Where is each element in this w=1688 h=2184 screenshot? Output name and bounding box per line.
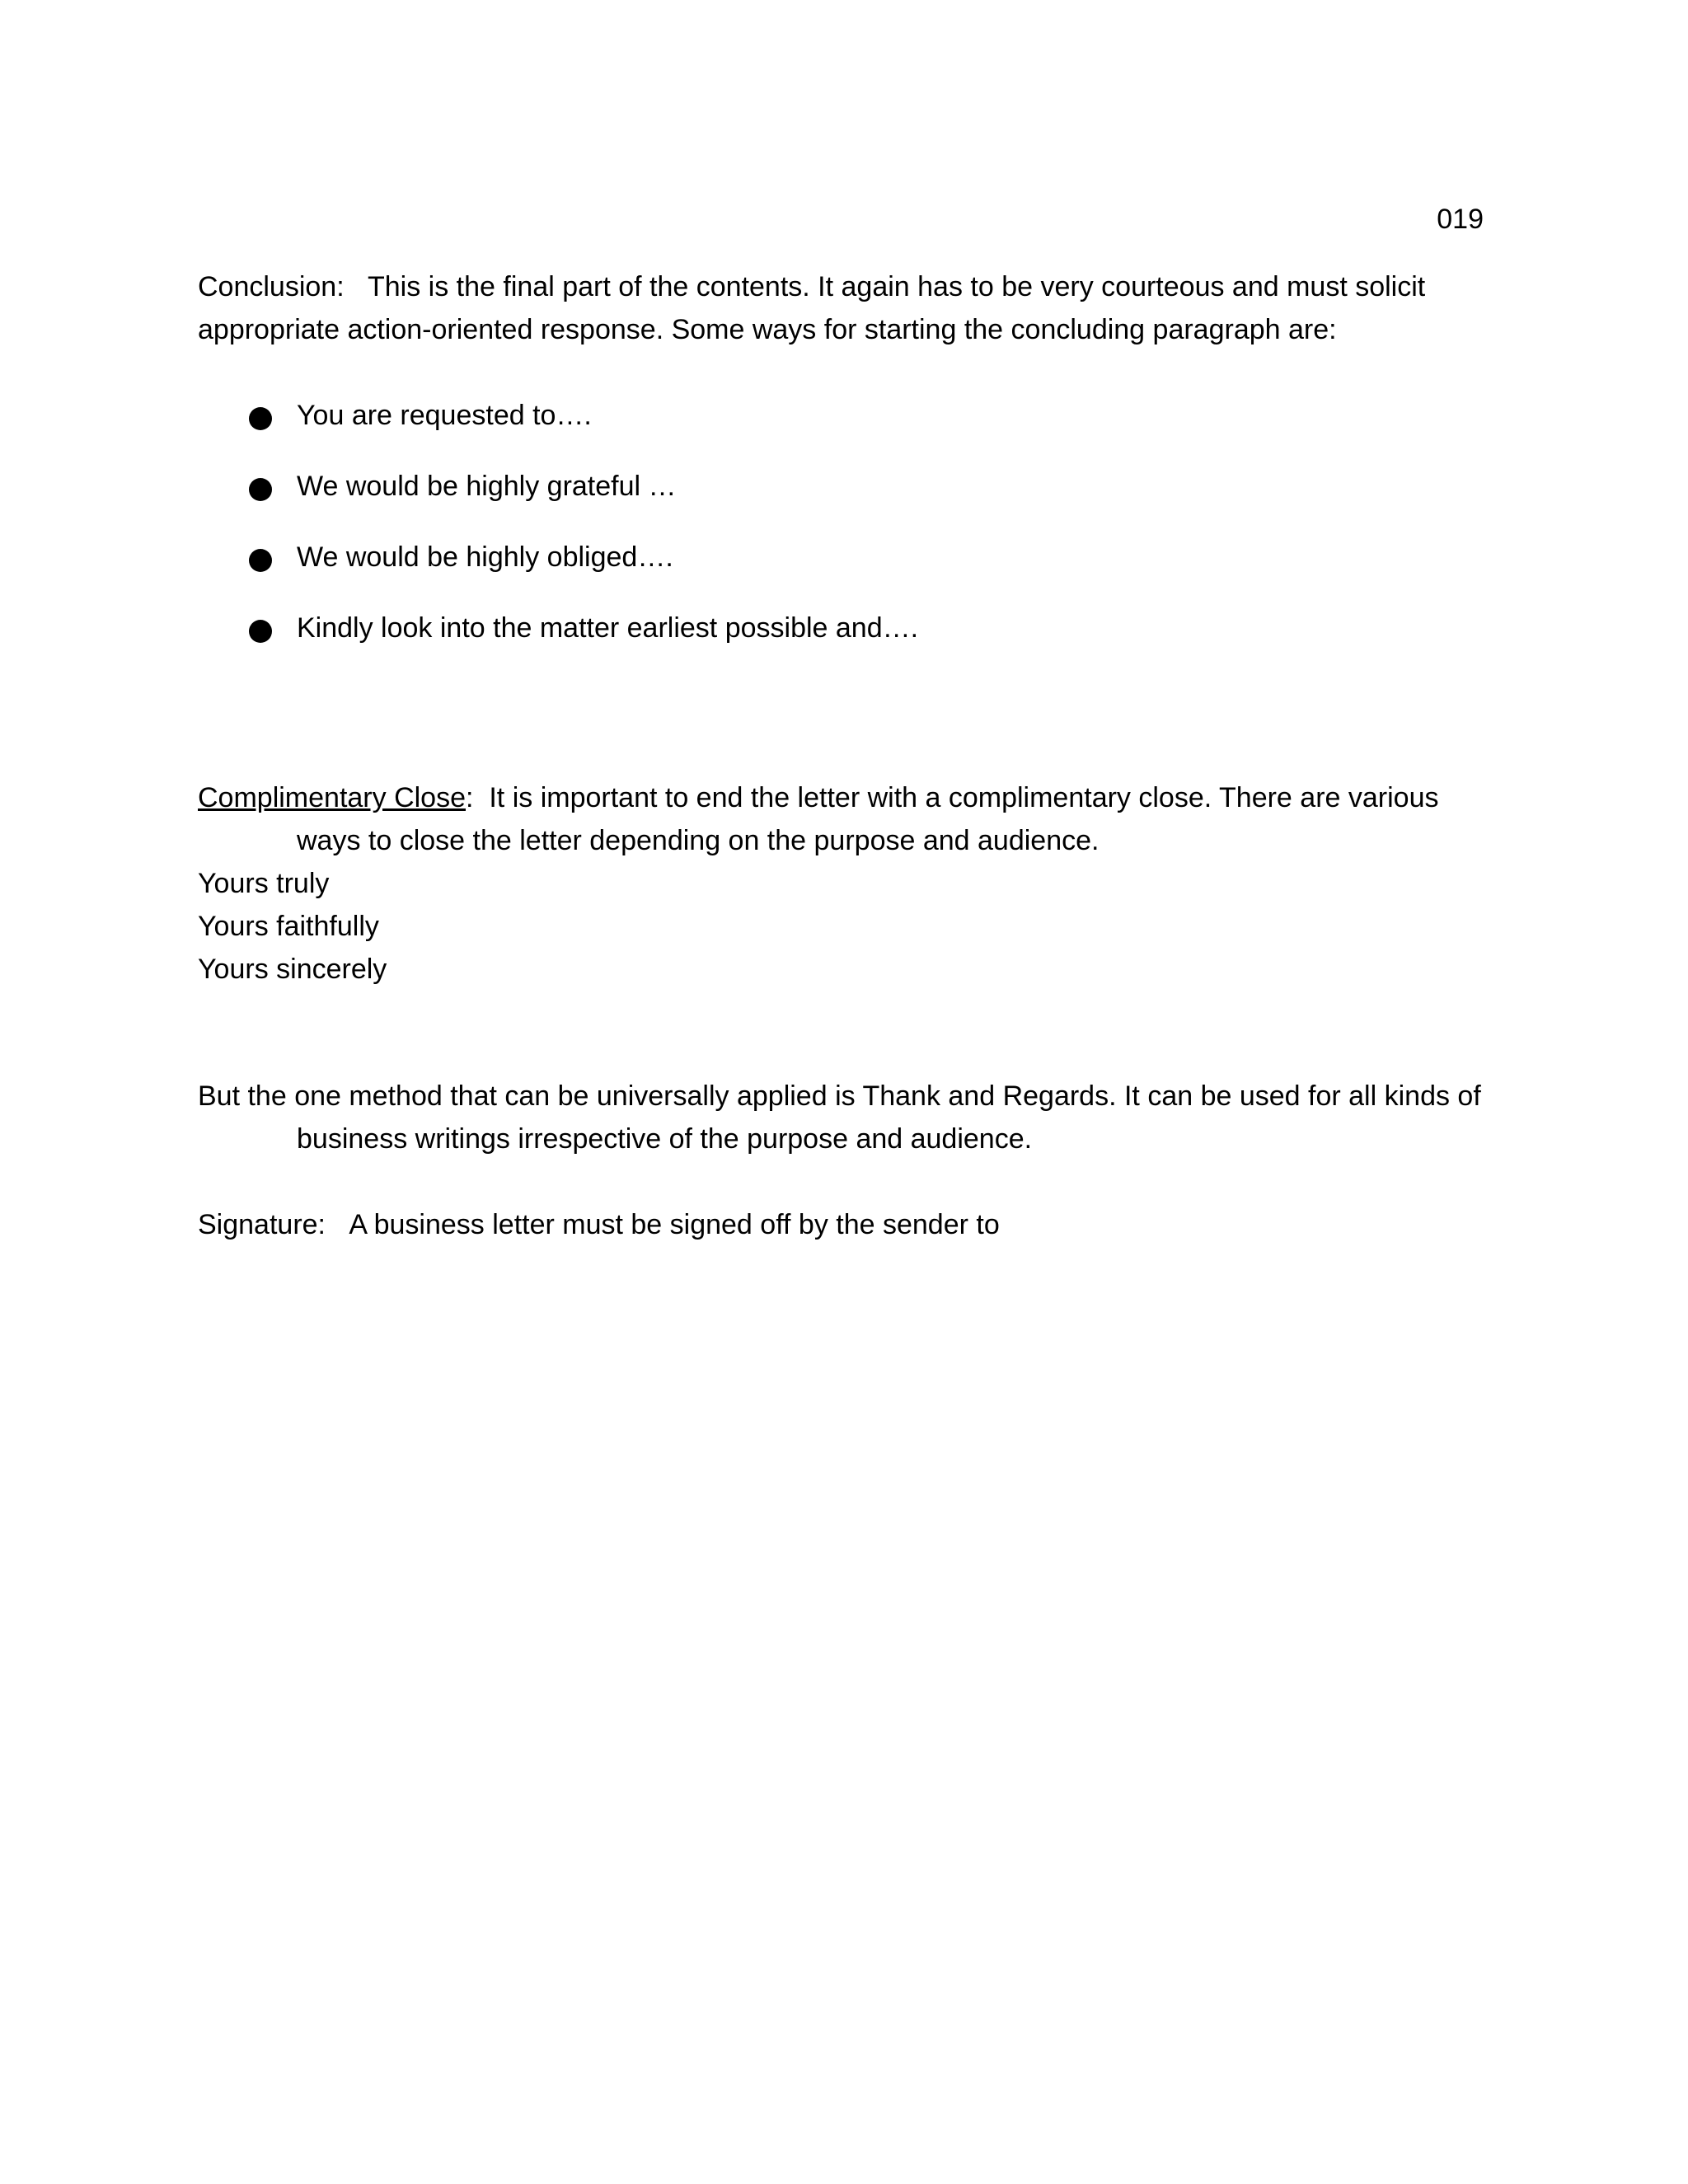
signature-text: A business letter must be signed off by the sender to	[349, 1209, 1000, 1240]
complimentary-close-options	[198, 862, 1484, 991]
page-number: 019	[1437, 204, 1484, 235]
conclusion-text: This is the final part of the contents. It again has to be very courteous and must solicit appropriate action-oriented response. Some ways for starting the concluding paragraph are:	[198, 271, 1426, 345]
conclusion-label: Conclusion:	[198, 271, 345, 302]
list-item	[198, 607, 1484, 649]
close-option: Yours faithfully	[198, 911, 379, 942]
list-item-text: You are requested to….	[297, 400, 592, 431]
list-item-text: We would be highly obliged….	[297, 541, 673, 573]
signature-label: Signature:	[198, 1209, 326, 1240]
universal-note-paragraph: But the one method that can be universally applied is Thank and Regards. It can be used for all kinds of business writings irrespective of the purpose and audience.	[198, 1080, 1481, 1155]
close-option: Yours truly	[198, 868, 330, 899]
signature-paragraph	[198, 1203, 1484, 1246]
bullet-icon	[249, 549, 272, 572]
bullet-icon	[249, 407, 272, 430]
spacer	[198, 991, 1484, 1075]
complimentary-close-colon: :	[466, 782, 474, 813]
complimentary-close-paragraph	[198, 776, 1484, 862]
spacer	[198, 1160, 1484, 1203]
concluding-phrases-list	[198, 394, 1484, 649]
bullet-icon	[249, 478, 272, 501]
complimentary-close-label: Complimentary Close	[198, 782, 466, 813]
document-body	[198, 265, 1484, 1246]
list-item	[198, 465, 1484, 508]
list-item-text: We would be highly grateful …	[297, 471, 677, 502]
close-option: Yours sincerely	[198, 954, 387, 985]
list-item	[198, 536, 1484, 579]
list-item-text: Kindly look into the matter earliest possible and….	[297, 612, 919, 644]
complimentary-close-text: It is important to end the letter with a complimentary close. There are various ways to close the letter depending on the purpose and audience.	[297, 782, 1439, 856]
conclusion-paragraph	[198, 265, 1484, 351]
spacer	[198, 677, 1484, 776]
list-item	[198, 394, 1484, 437]
bullet-icon	[249, 620, 272, 643]
